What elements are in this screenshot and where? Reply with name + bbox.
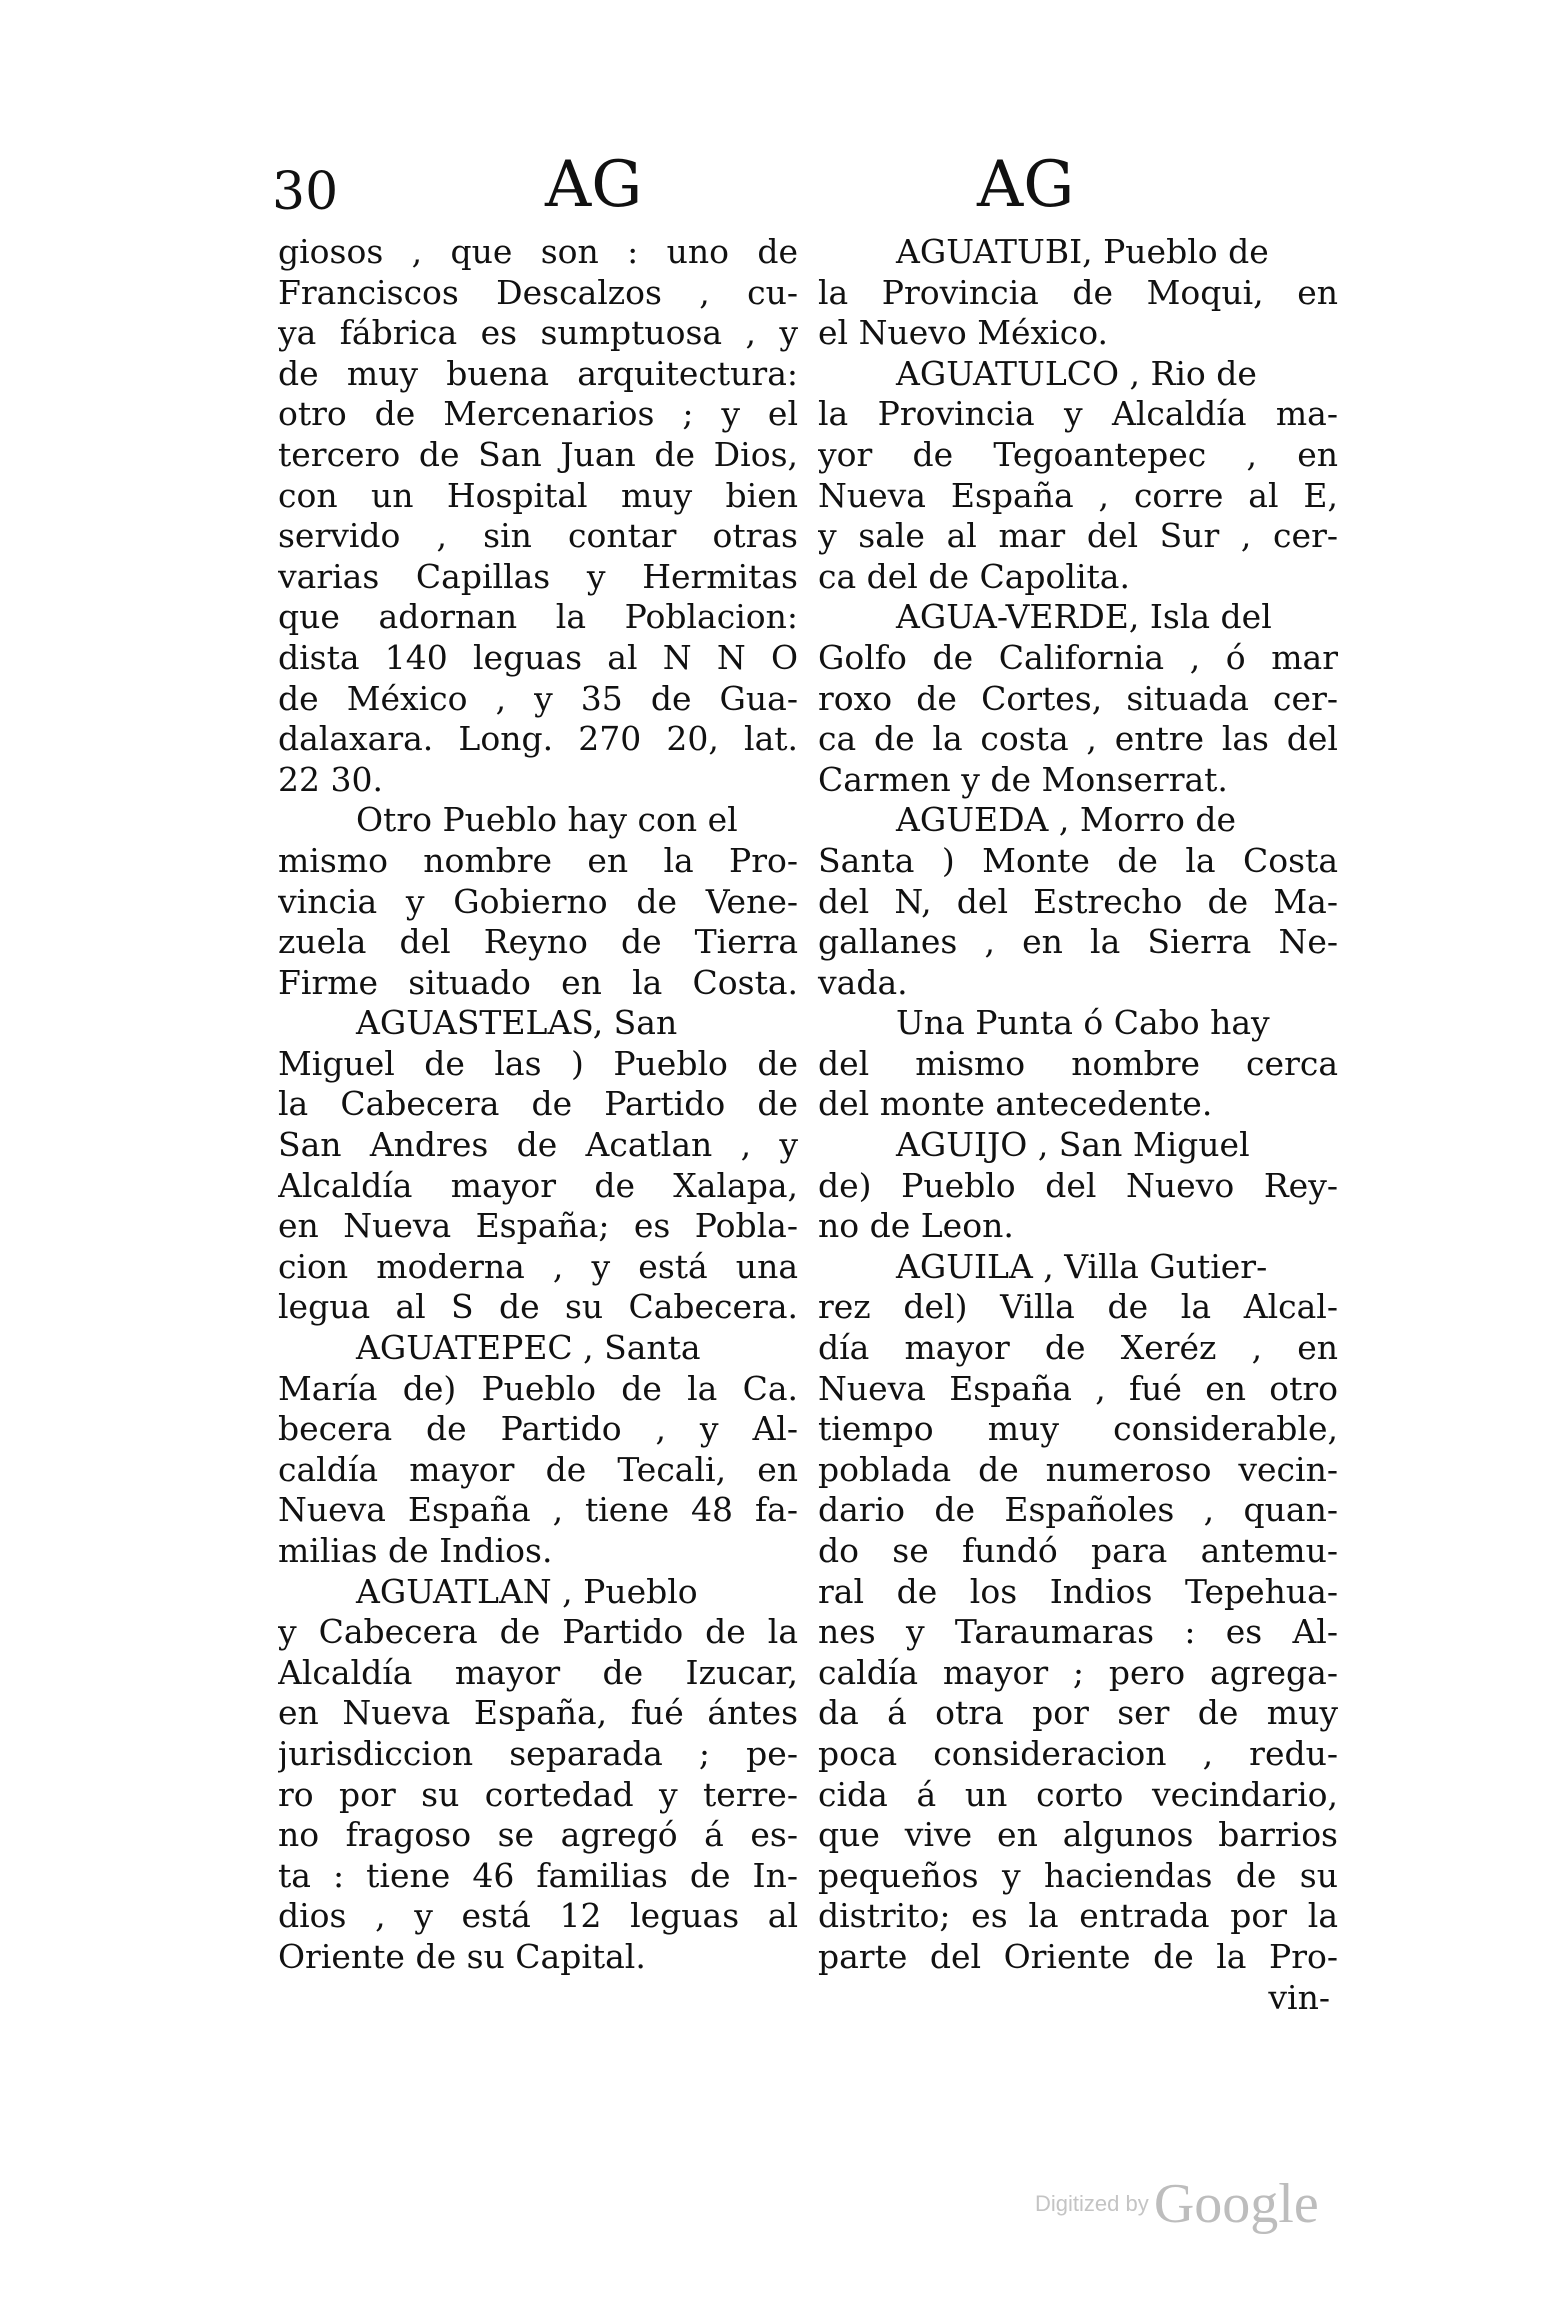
catchword: vin- <box>1268 1977 1330 2017</box>
left-text-column <box>278 232 798 1978</box>
text-line: giosos , que son : uno de <box>278 232 798 271</box>
text-line: zuela del Reyno de Tierra <box>278 922 798 962</box>
text-line: ya fábrica es sumptuosa , y <box>278 313 798 353</box>
running-head-left: AG <box>545 148 643 222</box>
text-line: Golfo de California , ó mar <box>818 637 1338 677</box>
text-line: no de Leon. <box>818 1206 1014 1246</box>
text-line: Una Punta ó Cabo hay <box>896 1003 1270 1043</box>
text-line: legua al S de su Cabecera. <box>278 1287 798 1327</box>
text-line: AGUATUBI, Pueblo de <box>896 232 1269 271</box>
text-line: Miguel de las ) Pueblo de <box>278 1043 798 1083</box>
text-line: 22 30. <box>278 759 383 799</box>
text-line: no fragoso se agregó á es- <box>278 1815 798 1855</box>
text-line: AGUATEPEC , Santa <box>356 1328 701 1368</box>
text-line: Otro Pueblo hay con el <box>356 800 738 840</box>
text-line: pequeños y haciendas de su <box>818 1855 1338 1895</box>
text-line: Alcaldía mayor de Izucar, <box>278 1652 798 1692</box>
text-line: tiempo muy considerable, <box>818 1409 1338 1449</box>
text-line: de) Pueblo del Nuevo Rey- <box>818 1165 1338 1205</box>
text-line: ro por su cortedad y terre- <box>278 1774 798 1814</box>
running-header <box>0 150 1551 240</box>
text-line: y sale al mar del Sur , cer- <box>818 516 1338 556</box>
text-line: del mismo nombre cerca <box>818 1043 1338 1083</box>
text-line: María de) Pueblo de la Ca. <box>278 1368 798 1408</box>
text-line: en Nueva España, fué ántes <box>278 1693 798 1733</box>
text-line: Carmen y de Monserrat. <box>818 759 1228 799</box>
digitization-watermark <box>1035 2172 1319 2235</box>
text-line: milias de Indios. <box>278 1531 553 1570</box>
text-line: varias Capillas y Hermitas <box>278 556 798 596</box>
text-line: do se fundó para antemu- <box>818 1531 1338 1570</box>
text-line: nes y Taraumaras : es Al- <box>818 1612 1338 1652</box>
text-line: AGUASTELAS, San <box>356 1003 678 1043</box>
text-line: caldía mayor de Tecali, en <box>278 1449 798 1489</box>
text-line: con un Hospital muy bien <box>278 475 798 515</box>
text-line: vincia y Gobierno de Vene- <box>278 881 798 921</box>
text-line: AGUIJO , San Miguel <box>896 1125 1250 1165</box>
text-line: cion moderna , y está una <box>278 1246 798 1286</box>
text-line: parte del Oriente de la Pro- <box>818 1936 1338 1976</box>
text-line: poca consideracion , redu- <box>818 1733 1338 1773</box>
text-line: da á otra por ser de muy <box>818 1693 1338 1733</box>
text-line: Nueva España , corre al E, <box>818 475 1338 515</box>
text-line: Alcaldía mayor de Xalapa, <box>278 1165 798 1205</box>
text-line: ral de los Indios Tepehua- <box>818 1571 1338 1611</box>
text-line: rez del) Villa de la Alcal- <box>818 1287 1338 1327</box>
text-line: Santa ) Monte de la Costa <box>818 840 1338 880</box>
text-line: AGUEDA , Morro de <box>896 800 1237 840</box>
text-line: vada. <box>818 962 908 1002</box>
text-line: Franciscos Descalzos , cu- <box>278 272 798 312</box>
text-line: becera de Partido , y Al- <box>278 1409 798 1449</box>
text-line: tercero de San Juan de Dios, <box>278 434 798 474</box>
text-line: Nueva España , fué en otro <box>818 1368 1338 1408</box>
text-line: de muy buena arquitectura: <box>278 353 798 393</box>
text-line: ta : tiene 46 familias de In- <box>278 1855 798 1895</box>
text-line: la Provincia de Moqui, en <box>818 272 1338 312</box>
text-line: mismo nombre en la Pro- <box>278 840 798 880</box>
text-line: servido , sin contar otras <box>278 516 798 556</box>
text-line: gallanes , en la Sierra Ne- <box>818 922 1338 962</box>
text-line: poblada de numeroso vecin- <box>818 1449 1338 1489</box>
text-line: AGUATULCO , Rio de <box>896 353 1257 393</box>
text-line: San Andres de Acatlan , y <box>278 1125 798 1165</box>
text-line: ca del de Capolita. <box>818 556 1130 596</box>
text-line: AGUILA , Villa Gutier- <box>896 1246 1268 1286</box>
text-line: otro de Mercenarios ; y el <box>278 394 798 434</box>
text-line: roxo de Cortes, situada cer- <box>818 678 1338 718</box>
text-line: Nueva España , tiene 48 fa- <box>278 1490 798 1530</box>
running-head-right: AG <box>977 148 1075 222</box>
text-line: en Nueva España; es Pobla- <box>278 1206 798 1246</box>
text-line: jurisdiccion separada ; pe- <box>278 1733 798 1773</box>
text-line: ca de la costa , entre las del <box>818 719 1338 759</box>
text-line: AGUATLAN , Pueblo <box>356 1571 698 1611</box>
text-line: yor de Tegoantepec , en <box>818 434 1338 474</box>
watermark-small-text: Digitized by <box>1035 2191 1149 2216</box>
page-number: 30 <box>272 162 339 222</box>
text-line: AGUA-VERDE, Isla del <box>896 597 1272 637</box>
text-line: distrito; es la entrada por la <box>818 1896 1338 1936</box>
text-line: la Cabecera de Partido de <box>278 1084 798 1124</box>
text-line: el Nuevo México. <box>818 313 1108 353</box>
text-line: dios , y está 12 leguas al <box>278 1896 798 1936</box>
text-line: Oriente de su Capital. <box>278 1936 646 1976</box>
text-line: la Provincia y Alcaldía ma- <box>818 394 1338 434</box>
text-line: dalaxara. Long. 270 20, lat. <box>278 719 798 759</box>
text-line: Firme situado en la Costa. <box>278 962 798 1002</box>
text-line: de México , y 35 de Gua- <box>278 678 798 718</box>
right-text-column <box>818 232 1338 2018</box>
text-line: dista 140 leguas al N N O <box>278 637 798 677</box>
text-line: día mayor de Xeréz , en <box>818 1328 1338 1368</box>
text-line: caldía mayor ; pero agrega- <box>818 1652 1338 1692</box>
google-logo: Google <box>1153 2173 1319 2235</box>
text-line: dario de Españoles , quan- <box>818 1490 1338 1530</box>
text-line: que vive en algunos barrios <box>818 1815 1338 1855</box>
text-line: del N, del Estrecho de Ma- <box>818 881 1338 921</box>
text-line: y Cabecera de Partido de la <box>278 1612 798 1652</box>
text-line: cida á un corto vecindario, <box>818 1774 1338 1814</box>
text-line: del monte antecedente. <box>818 1084 1213 1124</box>
text-line: que adornan la Poblacion: <box>278 597 798 637</box>
